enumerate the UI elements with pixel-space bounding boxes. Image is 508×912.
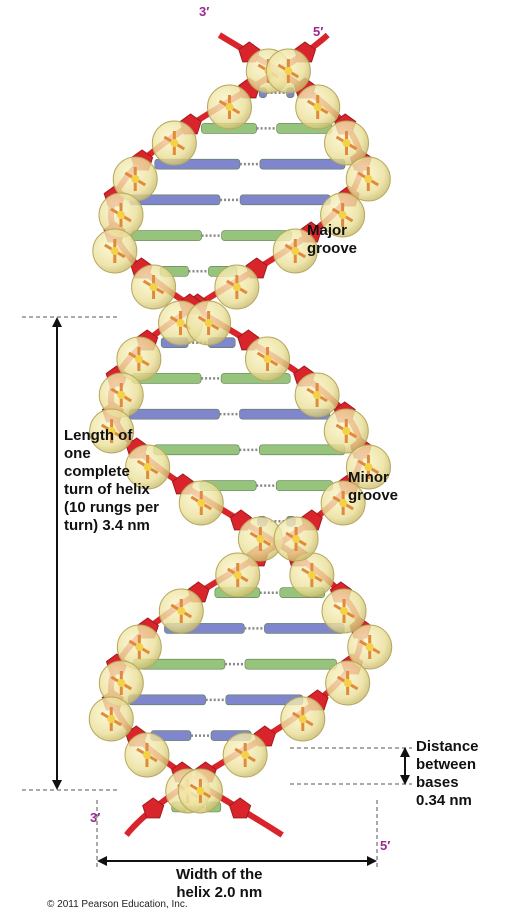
- base-left: [154, 445, 240, 455]
- top-5prime-label: 5′: [313, 24, 324, 39]
- phosphorus-atom: [344, 679, 352, 687]
- phosphate-group: [346, 157, 390, 201]
- phosphate-group: [322, 589, 366, 633]
- phosphate-group: [216, 553, 260, 597]
- base-right: [276, 481, 332, 491]
- base-right: [245, 659, 337, 669]
- phosphorus-atom: [342, 427, 350, 435]
- base-pair-rung: [129, 409, 329, 419]
- phosphorus-atom: [197, 499, 205, 507]
- base-pair-rung: [130, 195, 331, 205]
- phosphate-group: [89, 697, 133, 741]
- base-pair-rung: [128, 695, 302, 705]
- phosphorus-atom: [117, 391, 125, 399]
- phosphorus-atom: [292, 535, 300, 543]
- phosphorus-atom: [170, 139, 178, 147]
- phosphorus-atom: [205, 319, 213, 327]
- base-left: [132, 231, 202, 241]
- phosphorus-atom: [234, 571, 242, 579]
- phosphate-group: [296, 85, 340, 129]
- base-pair-rung: [200, 481, 333, 491]
- phosphorus-atom: [263, 355, 271, 363]
- phosphate-group: [295, 373, 339, 417]
- phosphorus-atom: [177, 607, 185, 615]
- phosphate-group: [215, 265, 259, 309]
- phosphorus-atom: [143, 751, 151, 759]
- phosphate-group: [179, 481, 223, 525]
- phosphorus-atom: [314, 103, 322, 111]
- phosphorus-atom: [241, 751, 249, 759]
- phosphorus-atom: [339, 211, 347, 219]
- phosphorus-atom: [225, 103, 233, 111]
- phosphorus-atom: [233, 283, 241, 291]
- base-left: [129, 409, 219, 419]
- phosphate-group: [245, 337, 289, 381]
- phosphate-group: [274, 517, 318, 561]
- phosphate-group: [223, 733, 267, 777]
- phosphorus-atom: [364, 175, 372, 183]
- phosphorus-atom: [343, 139, 351, 147]
- helix-width-label: Width of the helix 2.0 nm: [176, 866, 263, 901]
- bottom-5prime-label: 5′: [380, 838, 391, 853]
- phosphorus-atom: [177, 319, 185, 327]
- copyright-notice: © 2011 Pearson Education, Inc.: [47, 899, 188, 910]
- sugar-ring: [230, 798, 251, 818]
- phosphate-group: [207, 85, 251, 129]
- phosphate-group: [187, 301, 231, 345]
- base-pair-rung: [154, 445, 345, 455]
- phosphate-group: [159, 589, 203, 633]
- base-right: [260, 159, 345, 169]
- minor-groove-label: Minor groove: [348, 469, 399, 504]
- phosphate-group: [132, 265, 176, 309]
- base-left: [128, 695, 205, 705]
- phosphorus-atom: [107, 715, 115, 723]
- phosphorus-atom: [284, 67, 292, 75]
- base-pair-rung: [133, 659, 336, 669]
- phosphorus-atom: [299, 715, 307, 723]
- phosphorus-atom: [339, 499, 347, 507]
- phosphorus-atom: [111, 247, 119, 255]
- phosphorus-atom: [135, 355, 143, 363]
- phosphorus-atom: [117, 211, 125, 219]
- phosphorus-atom: [135, 643, 143, 651]
- phosphorus-atom: [291, 247, 299, 255]
- base-right: [240, 195, 330, 205]
- phosphorus-atom: [196, 787, 204, 795]
- phosphate-group: [93, 229, 137, 273]
- phosphate-group: [125, 733, 169, 777]
- phosphorus-atom: [117, 679, 125, 687]
- bottom-3prime-label: 3′: [90, 810, 101, 825]
- phosphate-group: [178, 769, 222, 813]
- phosphorus-atom: [366, 643, 374, 651]
- base-distance-label: Distance between bases 0.34 nm: [416, 738, 479, 809]
- top-3prime-label: 3′: [199, 4, 210, 19]
- phosphorus-atom: [150, 283, 158, 291]
- phosphate-group: [266, 49, 310, 93]
- phosphorus-atom: [340, 607, 348, 615]
- phosphorus-atom: [131, 175, 139, 183]
- phosphorus-atom: [256, 535, 264, 543]
- phosphate-group: [152, 121, 196, 165]
- turn-length-label: Length of one complete turn of helix (10 rungs per turn) 3.4 nm: [64, 427, 160, 534]
- base-pair-rung: [132, 231, 292, 241]
- major-groove-label: Major groove: [307, 222, 358, 257]
- phosphorus-atom: [313, 391, 321, 399]
- phosphorus-atom: [308, 571, 316, 579]
- phosphate-group: [326, 661, 370, 705]
- phosphate-group: [281, 697, 325, 741]
